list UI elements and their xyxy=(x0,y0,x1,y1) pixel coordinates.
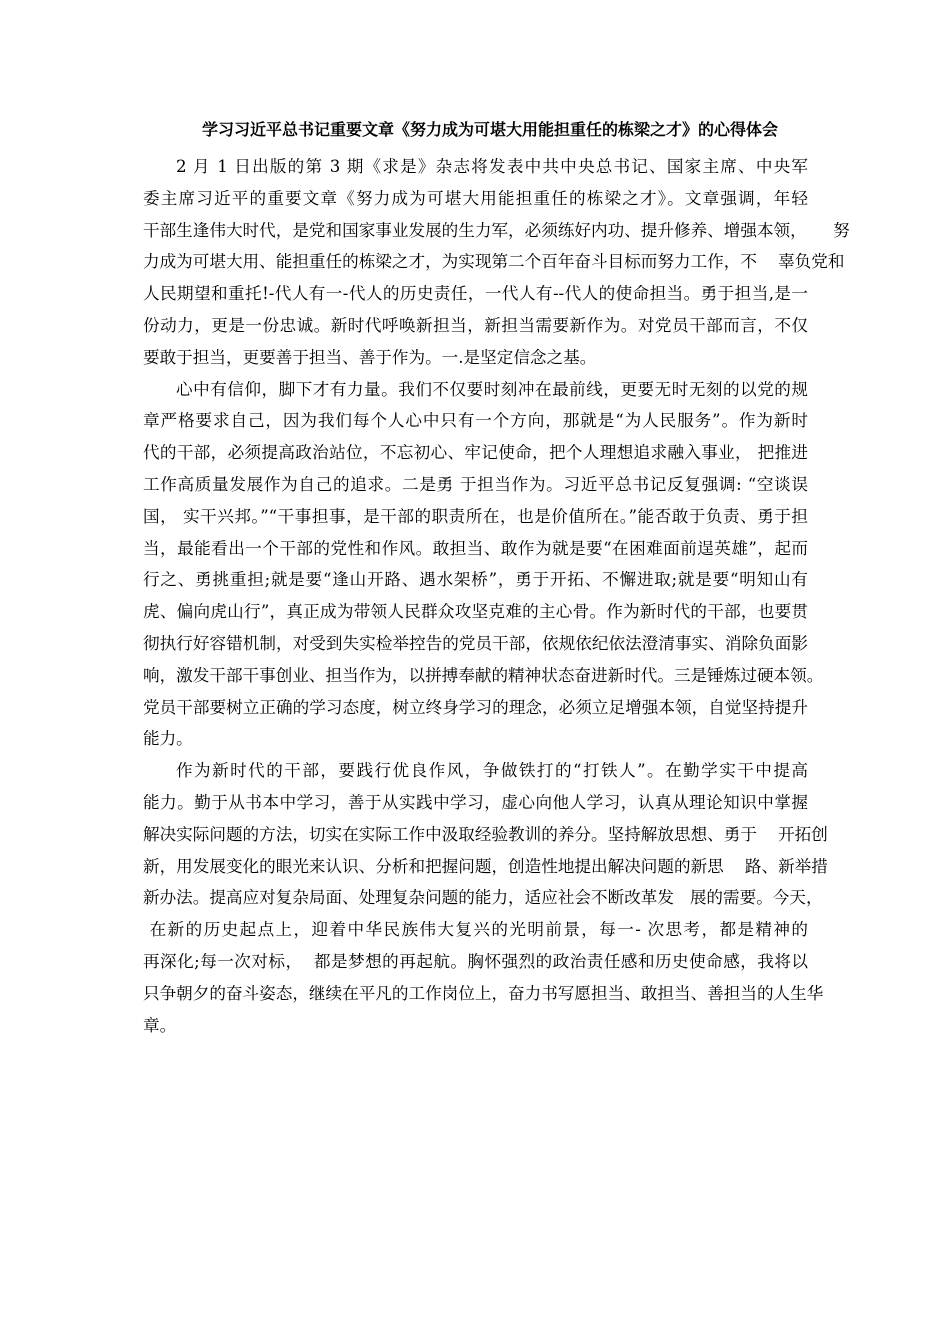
text-line: 委主席习近平的重要文章《努力成为可堪大用能担重任的栋梁之才》。文章强调，年轻 xyxy=(143,188,808,208)
text-line: 响，激发干部干事创业、担当作为，以拼搏奉献的精神状态奋进新时代。三是锤炼过硬本领。 xyxy=(143,665,824,685)
text-line: 能力。 xyxy=(143,729,193,749)
document-body xyxy=(143,151,850,1041)
text-line: 心中有信仰，脚下才有力量。我们不仅要时刻冲在最前线，更要无时无刻的以党的规 xyxy=(176,379,808,399)
text-line: 国， 实干兴邦。”“干事担事，是干部的职责所在，也是价值所在。”能否敢于负责、勇于担 xyxy=(143,506,808,526)
text-line: 人民期望和重托!-代人有一-代人的历史责任，一代人有--代人的使命担当。勇于担当,是一 xyxy=(143,284,808,304)
text-line: 能力。勤于从书本中学习，善于从实践中学习，虚心向他人学习，认真从理论知识中掌握 xyxy=(143,792,808,812)
text-line: 干部生逢伟大时代，是党和国家事业发展的生力军，必须练好内功、提升修养、增强本领， 努 xyxy=(143,220,850,240)
text-line: 章严格要求自己，因为我们每个人心中只有一个方向，那就是“为人民服务”。作为新时 xyxy=(143,411,808,431)
text-line: 虎、偏向虎山行”，真正成为带领人民群众攻坚克难的主心骨。作为新时代的干部，也要贯 xyxy=(143,602,808,622)
text-line: 解决实际问题的方法，切实在实际工作中汲取经验教训的养分。坚持解放思想、勇于 开拓创 xyxy=(143,824,828,844)
text-line: 当，最能看出一个干部的党性和作风。敢担当、敢作为就是要“在困难面前逞英雄”，起而 xyxy=(143,538,808,558)
text-line: 工作高质量发展作为自己的追求。二是勇 于担当作为。习近平总书记反复强调: “空谈误 xyxy=(143,474,808,494)
paragraph-1 xyxy=(143,151,850,374)
text-line: 新，用发展变化的眼光来认识、分析和把握问题，创造性地提出解决问题的新思 路、新举措 xyxy=(143,856,828,876)
paragraph-2 xyxy=(143,374,824,756)
text-line: 章。 xyxy=(143,1015,177,1035)
text-line: 2 月 1 日出版的第 3 期《求是》杂志将发表中共中央总书记、国家主席、中央军 xyxy=(176,157,808,176)
text-line: 份动力，更是一份忠诚。新时代呼唤新担当，新担当需要新作为。对党员干部而言，不仅 xyxy=(143,315,808,335)
text-line: 再深化;每一次对标， 都是梦想的再起航。胸怀强烈的政治责任感和历史使命感，我将以 xyxy=(143,951,808,971)
paragraph-3 xyxy=(143,755,828,1041)
text-line: 要敢于担当，更要善于担当、善于作为。一.是坚定信念之基。 xyxy=(143,347,597,367)
text-line: 彻执行好容错机制，对受到失实检举控告的党员干部，依规依纪依法澄清事实、消除负面影 xyxy=(143,633,808,653)
text-line: 力成为可堪大用、能担重任的栋梁之才，为实现第二个百年奋斗目标而努力工作，不 辜负党和 xyxy=(143,252,845,272)
text-line: 行之、勇挑重担;就是要“逢山开路、遇水架桥”，勇于开拓、不懈进取;就是要“明知山有 xyxy=(143,570,808,590)
text-line: 代的干部，必须提高政治站位，不忘初心、牢记使命，把个人理想追求融入事业， 把推进 xyxy=(143,443,808,463)
text-line: 新办法。提高应对复杂局面、处理复杂问题的能力，适应社会不断改革发 展的需要。今天， xyxy=(143,888,823,908)
text-line: 党员干部要树立正确的学习态度，树立终身学习的理念，必须立足增强本领，自觉坚持提升 xyxy=(143,697,808,717)
text-line: 在新的历史起点上，迎着中华民族伟大复兴的光明前景，每一- 次思考，都是精神的 xyxy=(143,920,808,940)
document-title: 学习习近平总书记重要文章《努力成为可堪大用能担重任的栋梁之才》的心得体会 xyxy=(201,120,778,139)
text-line: 只争朝夕的奋斗姿态，继续在平凡的工作岗位上，奋力书写愿担当、敢担当、善担当的人生华 xyxy=(143,983,824,1003)
text-line: 作为新时代的干部，要践行优良作风，争做铁打的“打铁人”。在勤学实干中提高 xyxy=(176,761,808,781)
